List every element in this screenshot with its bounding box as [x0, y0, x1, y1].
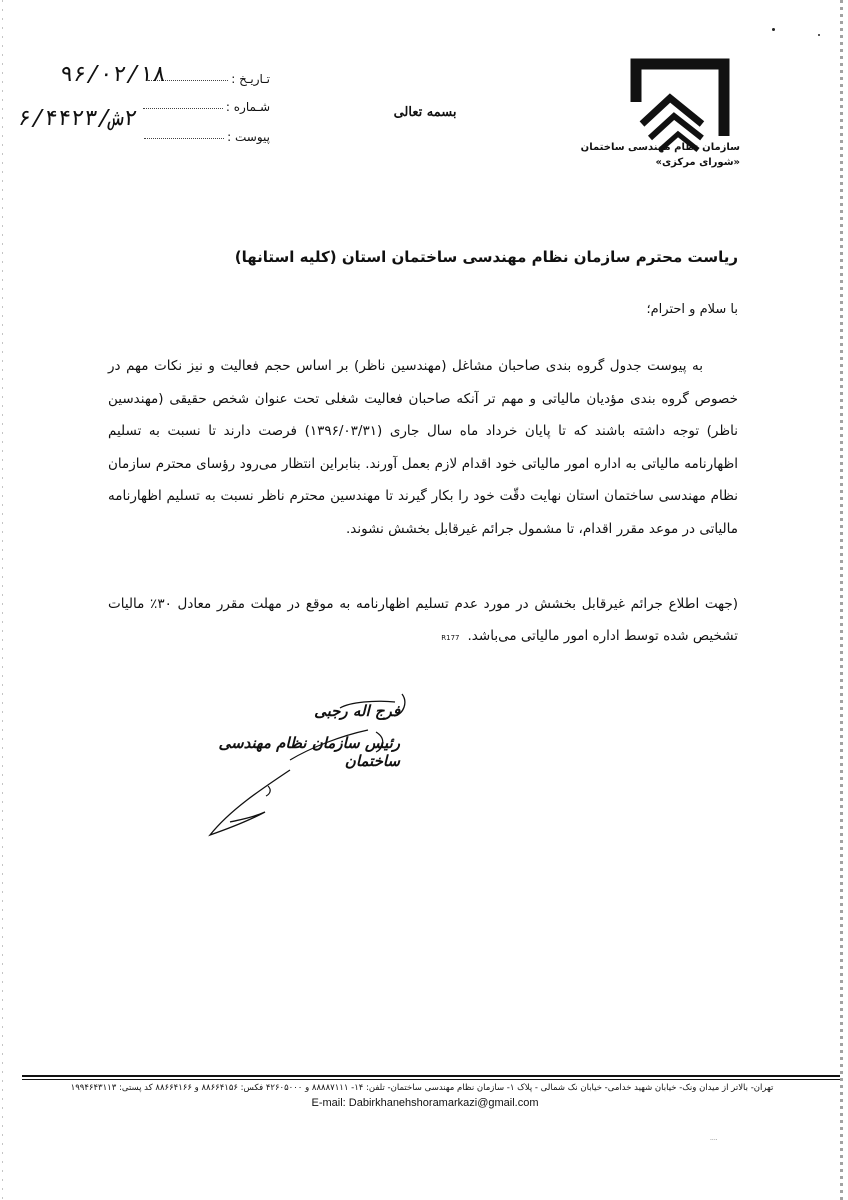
logo-caption [580, 140, 740, 170]
council-name: «شورای مرکزی» [655, 157, 740, 168]
footer-email: E-mail: Dabirkhanehshoramarkazi@gmail.com [311, 1097, 539, 1109]
date-label: تـاریـخ : [231, 72, 270, 86]
body-paragraph: به پیوست جدول گروه بندی صاحبان مشاغل (مهندسین ناظر) بر اساس حجم فعالیت و نیز نکات مهم در خصوص گروه بندی مؤدیان مالیاتی و مهم تر آنکه صاحبان فعالیت شغلی تحت عنوان شخص حقیقی (مهندسین ناظر) توجه داشته باشند که تا پایان خرداد ماه سال جاری (۱۳۹۶/۰۳/۳۱) فرصت دارند تا نسبت به تسلیم اظهارنامه مالیاتی به اداره امور مالیاتی خود اقدام لازم بعمل آورند. بنابراین انتظار می‌رود رؤسای محترم سازمان نظام مهندسی ساختمان استان نهایت دقّت خود را بکار گیرند تا مهندسین محترم ناظر نسبت به تسلیم اظهارنامه مالیاتی در موعد مقرر اقدام، تا مشمول جرائم غیرقابل بخشش نشوند. [108, 358, 738, 537]
signatory-name: فرج اله رجبی [314, 702, 400, 720]
handwritten-date: ۹۶/۰۲/۱۸ [58, 62, 168, 87]
attachment-field [150, 130, 270, 144]
scan-edge-right [840, 0, 843, 1200]
date-field [150, 72, 270, 86]
handwritten-number: ۲ش/۶/۴۴۲۳ [16, 106, 139, 131]
footer-address: تهران- بالاتر از میدان ونک- خیابان شهید خدامی- خیابان نک شمالی - پلاک ۱- سازمان نظام مهندسی ساختمان- تلفن: ۱۴- ۸۸۸۸۷۱۱۱ و ۴۲۶۰۵۰۰۰ فکس: ۸۸۶۶۴۱۵۶ و ۸۸۶۶۴۱۶۶ کد پستی: ۱۹۹۴۶۴۳۱۱۳ [70, 1083, 774, 1093]
number-dots [143, 108, 223, 109]
salutation: با سلام و احترام؛ [646, 302, 738, 317]
scan-mark: .... [710, 1135, 718, 1142]
invocation: بسمه تعالی [393, 105, 457, 120]
note-text: (جهت اطلاع جرائم غیرقابل بخشش در مورد عدم تسلیم اظهارنامه به موقع در مهلت مقرر معادل ۳۰٪ مالیات تشخیص شده توسط اداره امور مالیاتی می‌باشد. [108, 596, 738, 644]
scan-speck [772, 28, 775, 31]
scan-speck [818, 34, 820, 36]
signatory-title: رئیس سازمان نظام مهندسی ساختمان [218, 734, 400, 770]
org-name: سازمان نظام مهندسی ساختمان [580, 142, 740, 153]
number-field [150, 100, 270, 114]
footer-rule-thin [22, 1079, 840, 1080]
footer-rule-thick [22, 1075, 840, 1077]
addressee: ریاست محترم سازمان نظام مهندسی ساختمان استان (کلیه استانها) [234, 248, 738, 266]
note-paragraph [108, 588, 738, 654]
scan-edge-left [2, 0, 3, 1200]
number-label: شـماره : [225, 100, 270, 114]
note-code: R177 [441, 634, 460, 642]
attachment-dots [144, 138, 224, 139]
attachment-label: پیوست : [227, 130, 270, 144]
